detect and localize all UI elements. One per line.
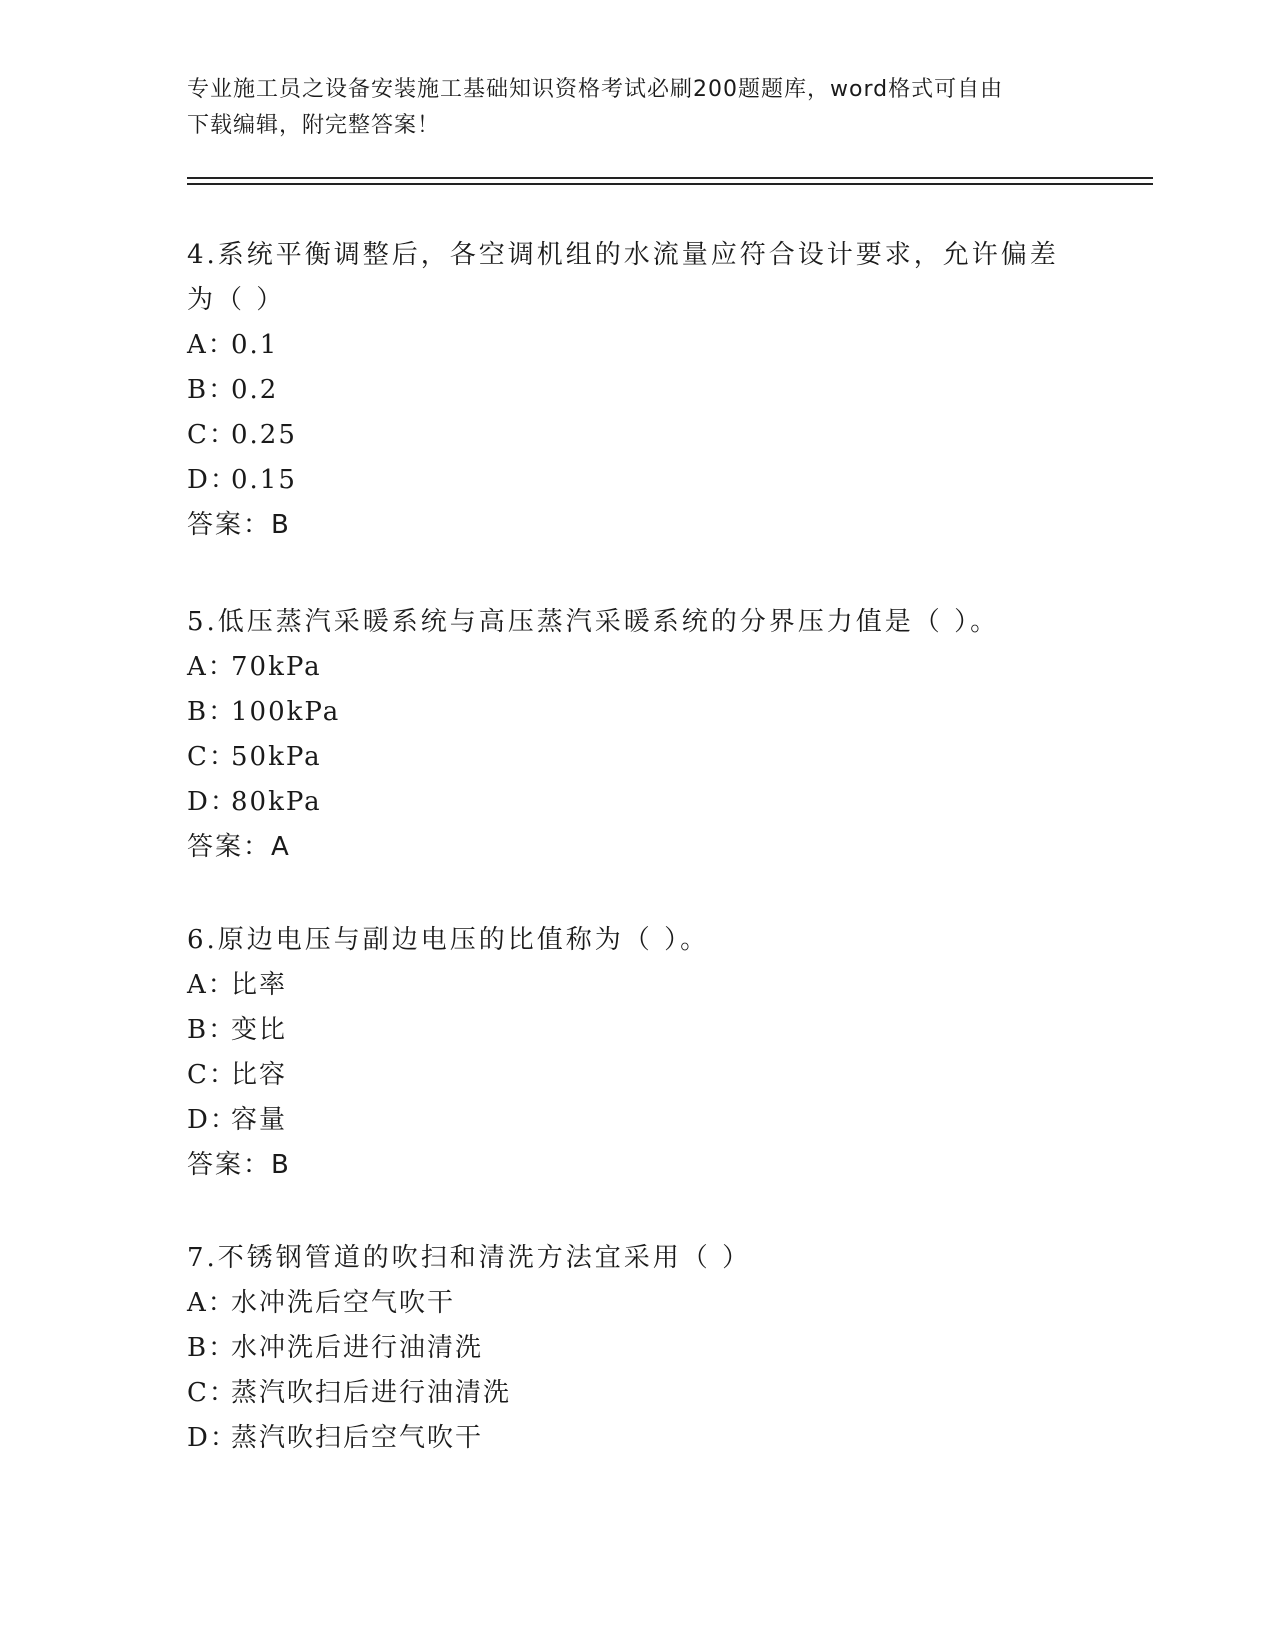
- option-text: 蒸汽吹扫后空气吹干: [231, 1423, 484, 1453]
- question-stem: 6.原边电压与副边电压的比值称为（ ）。: [187, 925, 710, 955]
- option-key: A：: [187, 330, 236, 360]
- option-text: 变比: [231, 1015, 288, 1045]
- question-5: [187, 600, 1067, 870]
- option-text: 50kPa: [231, 742, 322, 772]
- option-d: [187, 780, 1067, 825]
- option-key: C：: [187, 1060, 237, 1090]
- option-c: [187, 735, 1067, 780]
- option-text: 0.2: [231, 375, 279, 405]
- option-text: 0.1: [231, 330, 279, 360]
- option-text: 100kPa: [231, 697, 341, 727]
- question-stem-continued: 为（ ）: [187, 285, 286, 315]
- option-text: 水冲洗后进行油清洗: [231, 1333, 484, 1363]
- option-key: C：: [187, 420, 237, 450]
- option-key: C：: [187, 742, 237, 772]
- option-a: [187, 1281, 1067, 1326]
- question-stem: 5.低压蒸汽采暖系统与高压蒸汽采暖系统的分界压力值是（ ）。: [187, 607, 1000, 637]
- header-divider-bottom: [187, 183, 1153, 185]
- option-text: 80kPa: [231, 787, 322, 817]
- option-key: A：: [187, 970, 236, 1000]
- option-key: B：: [187, 697, 237, 727]
- option-text: 水冲洗后空气吹干: [231, 1288, 456, 1318]
- option-b: [187, 1008, 1067, 1053]
- option-key: D：: [187, 1105, 238, 1135]
- question-6: [187, 918, 1067, 1188]
- answer-line: 答案：B: [187, 1150, 291, 1180]
- option-text: 0.15: [231, 465, 297, 495]
- option-text: 比容: [231, 1060, 288, 1090]
- option-text: 容量: [231, 1105, 288, 1135]
- header-divider-top: [187, 177, 1153, 179]
- option-c: [187, 413, 1067, 458]
- option-text: 0.25: [231, 420, 297, 450]
- option-b: [187, 1326, 1067, 1371]
- option-text: 70kPa: [231, 652, 322, 682]
- header-line-1: 专业施工员之设备安装施工基础知识资格考试必刷200题题库，word格式可自由: [187, 77, 1004, 102]
- option-key: B：: [187, 1015, 237, 1045]
- option-key: B：: [187, 1333, 237, 1363]
- option-a: [187, 963, 1067, 1008]
- option-key: C：: [187, 1378, 237, 1408]
- option-d: [187, 458, 1067, 503]
- option-key: D：: [187, 1423, 238, 1453]
- option-key: D：: [187, 465, 238, 495]
- option-key: A：: [187, 652, 236, 682]
- question-7: [187, 1236, 1067, 1461]
- question-stem: 7.不锈钢管道的吹扫和清洗方法宜采用（ ）: [187, 1243, 752, 1273]
- document-header: [187, 72, 1087, 144]
- answer-line: 答案：A: [187, 832, 291, 862]
- option-key: D：: [187, 787, 238, 817]
- header-line-2: 下载编辑，附完整答案！: [187, 113, 441, 138]
- option-d: [187, 1416, 1067, 1461]
- option-c: [187, 1371, 1067, 1416]
- option-key: B：: [187, 375, 237, 405]
- question-stem: 4.系统平衡调整后，各空调机组的水流量应符合设计要求，允许偏差: [187, 240, 1059, 270]
- option-d: [187, 1098, 1067, 1143]
- option-text: 比率: [231, 970, 288, 1000]
- option-key: A：: [187, 1288, 236, 1318]
- question-4: [187, 233, 1067, 548]
- option-text: 蒸汽吹扫后进行油清洗: [231, 1378, 512, 1408]
- option-b: [187, 368, 1067, 413]
- answer-line: 答案：B: [187, 510, 291, 540]
- option-c: [187, 1053, 1067, 1098]
- option-a: [187, 323, 1067, 368]
- option-a: [187, 645, 1067, 690]
- option-b: [187, 690, 1067, 735]
